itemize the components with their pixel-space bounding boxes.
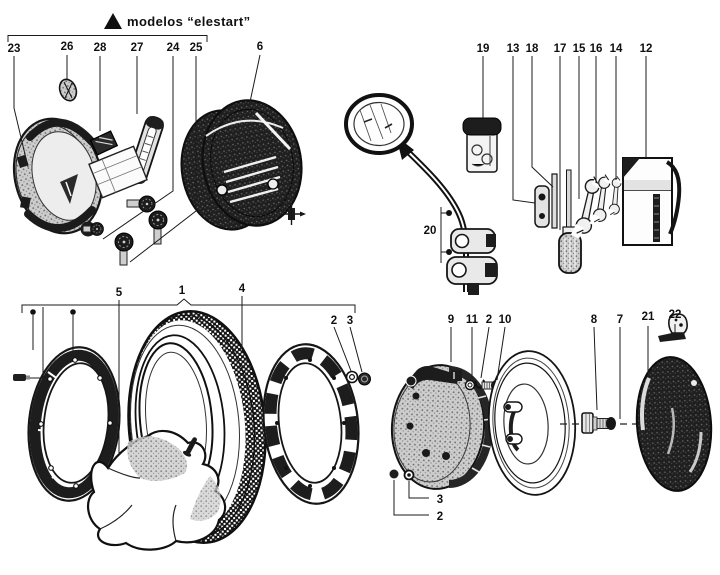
callout-6: 6 — [256, 41, 264, 53]
tube-spanner — [535, 186, 549, 227]
callout-15: 15 — [572, 43, 586, 55]
axle-nut — [390, 470, 399, 479]
callout-9: 9 — [447, 314, 455, 326]
callout-25: 25 — [189, 42, 203, 54]
callout-dot — [446, 210, 452, 216]
callout-3-rim: 3 — [346, 315, 354, 327]
callout-12: 12 — [639, 43, 653, 55]
hub-washer — [466, 381, 475, 390]
axle-washer — [405, 471, 414, 480]
callout-27: 27 — [130, 42, 144, 54]
hubcap — [632, 355, 715, 494]
callout-dot — [30, 309, 36, 315]
callout-13: 13 — [506, 43, 520, 55]
callout-20: 20 — [423, 225, 437, 237]
callout-26: 26 — [60, 41, 74, 53]
callout-14: 14 — [609, 43, 623, 55]
rim-nut — [359, 373, 371, 385]
callout-24: 24 — [166, 42, 180, 54]
callout-dot — [446, 249, 452, 255]
callout-21: 21 — [641, 311, 655, 323]
rim-washer — [347, 372, 358, 383]
callout-17: 17 — [553, 43, 567, 55]
callout-7: 7 — [616, 314, 624, 326]
callout-22: 22 — [668, 309, 682, 321]
header-title: modelos “elestart” — [127, 14, 251, 29]
callout-4: 4 — [238, 283, 246, 295]
callout-19: 19 — [476, 43, 490, 55]
tool-bag — [623, 158, 679, 245]
rim-bolt — [13, 374, 30, 381]
callout-8: 8 — [590, 314, 598, 326]
tommy-bar — [552, 174, 557, 228]
callout-28: 28 — [93, 42, 107, 54]
callout-2-rim: 2 — [330, 315, 338, 327]
callout-dot — [70, 309, 76, 315]
rim-half-outer — [256, 340, 366, 509]
callout-3-axle: 3 — [436, 494, 444, 506]
axle-bolt — [582, 413, 616, 433]
callout-23: 23 — [7, 43, 21, 55]
bulb-canister — [463, 118, 501, 172]
mirror-clamp — [447, 229, 497, 295]
triangle-marker-icon — [104, 13, 122, 29]
callout-18: 18 — [525, 43, 539, 55]
callout-10: 10 — [498, 314, 512, 326]
callout-1: 1 — [178, 285, 186, 297]
callout-2-hub: 2 — [485, 314, 493, 326]
callout-5: 5 — [115, 287, 123, 299]
callout-11: 11 — [465, 314, 479, 326]
callout-16: 16 — [589, 43, 603, 55]
callout-2-axle: 2 — [436, 511, 444, 523]
knob-nut-26 — [57, 77, 80, 103]
